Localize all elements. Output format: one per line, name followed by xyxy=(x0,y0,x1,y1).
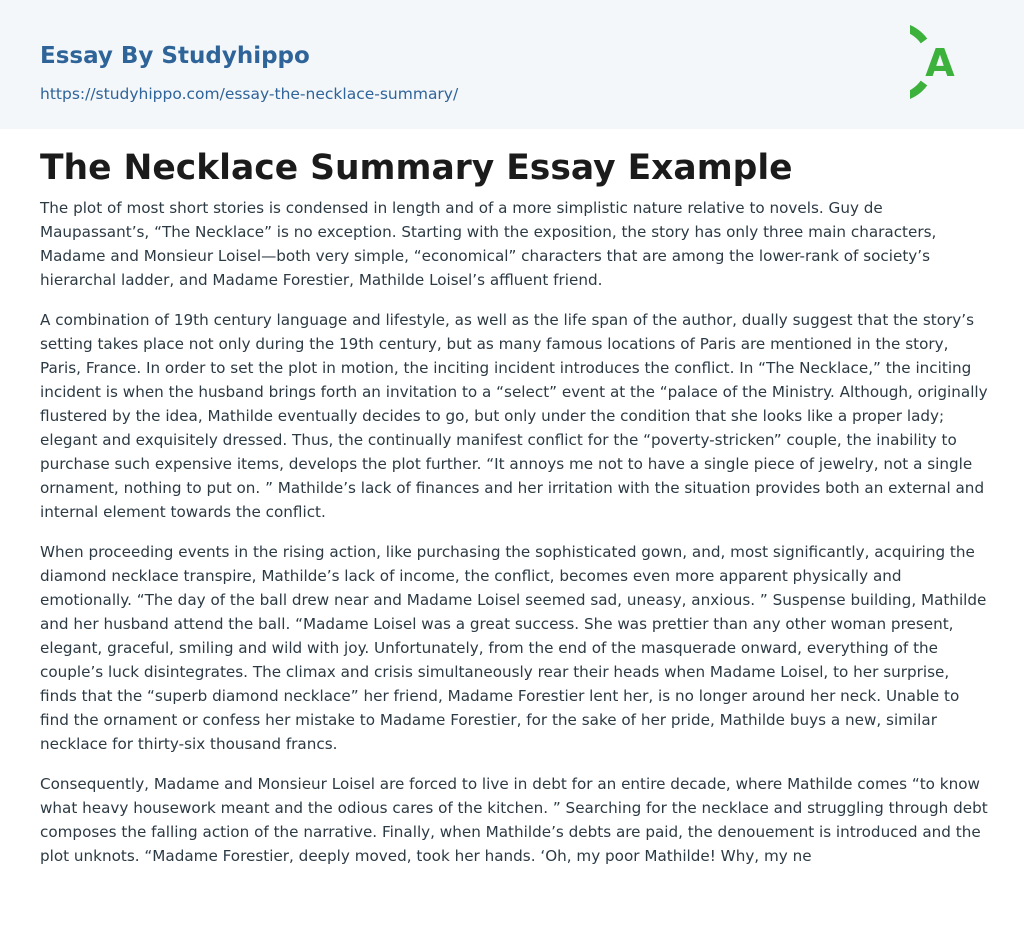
article xyxy=(40,140,990,884)
logo-letter: A xyxy=(925,41,955,85)
page-title: The Necklace Summary Essay Example xyxy=(40,148,793,188)
site-header xyxy=(0,0,1024,129)
article-paragraph: A combination of 19th century language and lifestyle, as well as the life span of the author, dually suggest that the story’s setting takes place not only during the 19th century, but as many famous locations of Paris are mentioned in the story, Paris, France. In order to set the plot in motion, the inciting incident introduces the conflict. In “The Necklace,” the inciting incident is when the husband brings forth an invitation to a “select” event at the “palace of the Ministry. Although, originally flustered by the idea, Mathilde eventually decides to go, but only under the condition that she looks like a proper lady; elegant and exquisitely dressed. Thus, the continually manifest conflict for the “poverty-stricken” couple, the inability to purchase such expensive items, develops the plot further. “It annoys me not to have a single piece of jewelry, not a single ornament, nothing to put on. ” Mathilde’s lack of finances and her irritation with the situation provides both an external and internal element towards the conflict. xyxy=(40,311,988,521)
article-paragraph: Consequently, Madame and Monsieur Loisel are forced to live in debt for an entire decade, where Mathilde comes “to know what heavy housework meant and the odious cares of the kitchen. ” Searching for the necklace and struggling through debt composes the falling action of the narrative. Finally, when Mathilde’s debts are paid, the denouement is introduced and the plot unknots. “Madame Forestier, deeply moved, took her hands. ‘Oh, my poor Mathilde! Why, my ne xyxy=(40,775,988,865)
article-paragraph: The plot of most short stories is condensed in length and of a more simplistic nature relative to novels. Guy de Maupassant’s, “The Necklace” is no exception. Starting with the exposition, the story has only three main characters, Madame and Monsieur Loisel—both very simple, “economical” characters that are among the lower-rank of society’s hierarchal ladder, and Madame Forestier, Mathilde Loisel’s affluent friend. xyxy=(40,199,937,289)
studyhippo-logo-icon[interactable] xyxy=(910,17,990,107)
article-paragraph: When proceeding events in the rising action, like purchasing the sophisticated gown, and, most significantly, acquiring the diamond necklace transpire, Mathilde’s lack of income, the conflict, becomes even more apparent physically and emotionally. “The day of the ball drew near and Madame Loisel seemed sad, uneasy, anxious. ” Suspense building, Mathilde and her husband attend the ball. “Madame Loisel was a great success. She was prettier than any other woman present, elegant, graceful, smiling and wild with joy. Unfortunately, from the end of the masquerade onward, everything of the couple’s luck disintegrates. The climax and crisis simultaneously rear their heads when Madame Loisel, to her surprise, finds that the “superb diamond necklace” her friend, Madame Forestier lent her, is no longer around her neck. Unable to find the ornament or confess her mistake to Madame Forestier, for the sake of her pride, Mathilde buys a new, similar necklace for thirty-six thousand francs. xyxy=(40,543,987,753)
site-title[interactable]: Essay By Studyhippo xyxy=(40,43,310,69)
page-url-link[interactable]: https://studyhippo.com/essay-the-necklace-summary/ xyxy=(40,85,459,103)
